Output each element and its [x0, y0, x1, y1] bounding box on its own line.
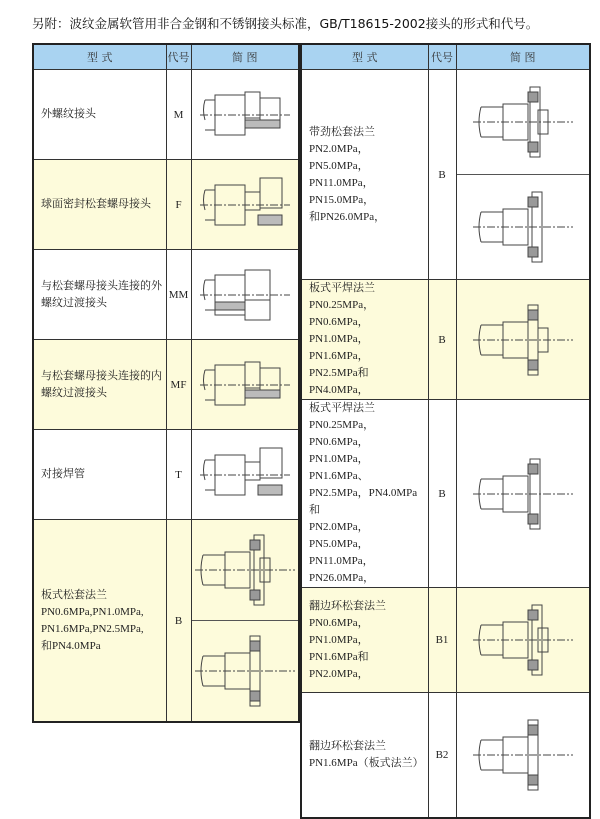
table-row: [33, 160, 299, 250]
code-cell: B: [428, 70, 456, 280]
code-cell: B: [166, 520, 191, 723]
type-name: 板式平焊法兰: [309, 402, 375, 414]
type-cell: [33, 340, 166, 430]
lap-joint-plate-flange-drawing: [457, 693, 590, 817]
drawing-cell: [456, 400, 590, 588]
drawing-cell: [191, 520, 299, 723]
pressure-spec: PN2.0MPa，PN5.0MPa，: [309, 521, 369, 550]
type-cell: [33, 160, 166, 250]
type-cell: [301, 70, 428, 280]
female-thread-adapter-drawing: [192, 340, 299, 429]
type-name: 球面密封松套螺母接头: [41, 198, 151, 210]
type-cell: [301, 693, 428, 819]
code-cell: M: [166, 70, 191, 160]
type-name: 与松套螺母接头连接的外螺纹过渡接头: [41, 279, 162, 309]
pressure-spec: 和PN26.0MPa，: [309, 210, 386, 223]
pressure-spec: PN1.0MPa，PN1.6MPa、: [309, 453, 369, 482]
type-cell: [33, 520, 166, 723]
header-type: 型 式: [301, 44, 428, 70]
type-name: 板式平焊法兰: [309, 282, 375, 294]
table-row: [301, 400, 590, 588]
code-cell: F: [166, 160, 191, 250]
pressure-spec: PN1.6MPa,PN2.5MPa,: [41, 622, 144, 635]
code-cell: B2: [428, 693, 456, 819]
header-code: 代号: [428, 44, 456, 70]
table-row: [33, 520, 299, 723]
table-row: [33, 430, 299, 520]
plate-slip-on-flange-2-drawing: [457, 442, 590, 546]
loose-plate-flange-2-drawing: [192, 620, 299, 721]
drawing-cell: [191, 340, 299, 430]
type-name: 带劲松套法兰: [309, 125, 375, 138]
table-row: [33, 70, 299, 160]
drawing-cell: [456, 693, 590, 819]
drawing-cell: [456, 280, 590, 400]
pressure-spec: PN0.25MPa，PN0.6MPa，: [309, 299, 375, 328]
type-name: 与松套螺母接头连接的内螺纹过渡接头: [41, 369, 162, 399]
loose-plate-flange-drawing: [192, 520, 299, 620]
table-row: [301, 693, 590, 819]
pressure-spec: 和PN4.0MPa: [41, 639, 101, 652]
code-cell: T: [166, 430, 191, 520]
table-row: [301, 588, 590, 693]
pressure-spec: PN1.6MPa和PN2.0MPa，: [309, 650, 369, 680]
table-row: [33, 250, 299, 340]
drawing-cell: [191, 430, 299, 520]
spherical-seal-nut-fitting-drawing: [192, 160, 299, 249]
header-row: [301, 44, 590, 70]
header-row: [33, 44, 299, 70]
drawing-cell: [456, 588, 590, 693]
code-cell: B1: [428, 588, 456, 693]
plate-slip-on-flange-drawing: [457, 288, 590, 392]
pressure-spec: PN2.5MPa，PN4.0MPa和: [309, 487, 418, 516]
type-cell: [301, 280, 428, 400]
type-name: 翻边环松套法兰: [309, 740, 386, 752]
header-code: 代号: [166, 44, 191, 70]
table-row: [301, 70, 590, 280]
left-table: [32, 43, 300, 723]
table-row: [33, 340, 299, 430]
pressure-spec: PN2.5MPa和PN4.0MPa，: [309, 367, 369, 396]
type-name: 对接焊管: [41, 468, 85, 480]
type-cell: [301, 400, 428, 588]
pressure-spec: PN0.25MPa，PN0.6MPa，: [309, 419, 375, 448]
pressure-spec: PN0.6MPa，PN1.0MPa，: [309, 616, 369, 646]
type-name: 翻边环松套法兰: [309, 599, 386, 612]
butt-weld-pipe-drawing: [192, 430, 299, 519]
type-cell: [33, 250, 166, 340]
header-drawing: 简 图: [191, 44, 299, 70]
pressure-spec: PN1.0MPa，PN1.6MPa，: [309, 333, 369, 362]
pressure-spec: PN11.0MPa，PN26.0MPa，: [309, 555, 375, 584]
male-thread-fitting-drawing: [192, 70, 299, 159]
pressure-spec: PN11.0MPa，PN15.0MPa，: [309, 176, 375, 206]
drawing-cell: [191, 70, 299, 160]
drawing-cell: [456, 70, 590, 280]
type-name: 外螺纹接头: [41, 108, 96, 120]
drawing-cell: [191, 160, 299, 250]
type-name: 板式松套法兰: [41, 588, 107, 601]
hubbed-loose-flange-drawing: [457, 70, 590, 174]
code-cell: B: [428, 280, 456, 400]
right-table: [300, 43, 591, 819]
document-title: 另附：波纹金属软管用非合金钢和不锈钢接头标准，GB/T18615-2002接头的形式和代号。: [32, 16, 539, 31]
male-thread-adapter-drawing: [192, 250, 299, 339]
pressure-spec: PN0.6MPa,PN1.0MPa,: [41, 605, 144, 618]
pressure-spec: PN2.0MPa，PN5.0MPa，: [309, 142, 369, 172]
drawing-cell: [191, 250, 299, 340]
code-cell: B: [428, 400, 456, 588]
type-cell: [301, 588, 428, 693]
code-cell: MF: [166, 340, 191, 430]
type-cell: [33, 70, 166, 160]
table-row: [301, 280, 590, 400]
header-type: 型 式: [33, 44, 166, 70]
header-drawing: 简 图: [456, 44, 590, 70]
code-cell: MM: [166, 250, 191, 340]
type-cell: [33, 430, 166, 520]
hubbed-loose-flange-2-drawing: [457, 174, 590, 279]
pressure-spec: PN1.6MPa（板式法兰）: [309, 757, 424, 769]
lap-joint-flange-drawing: [457, 588, 590, 692]
